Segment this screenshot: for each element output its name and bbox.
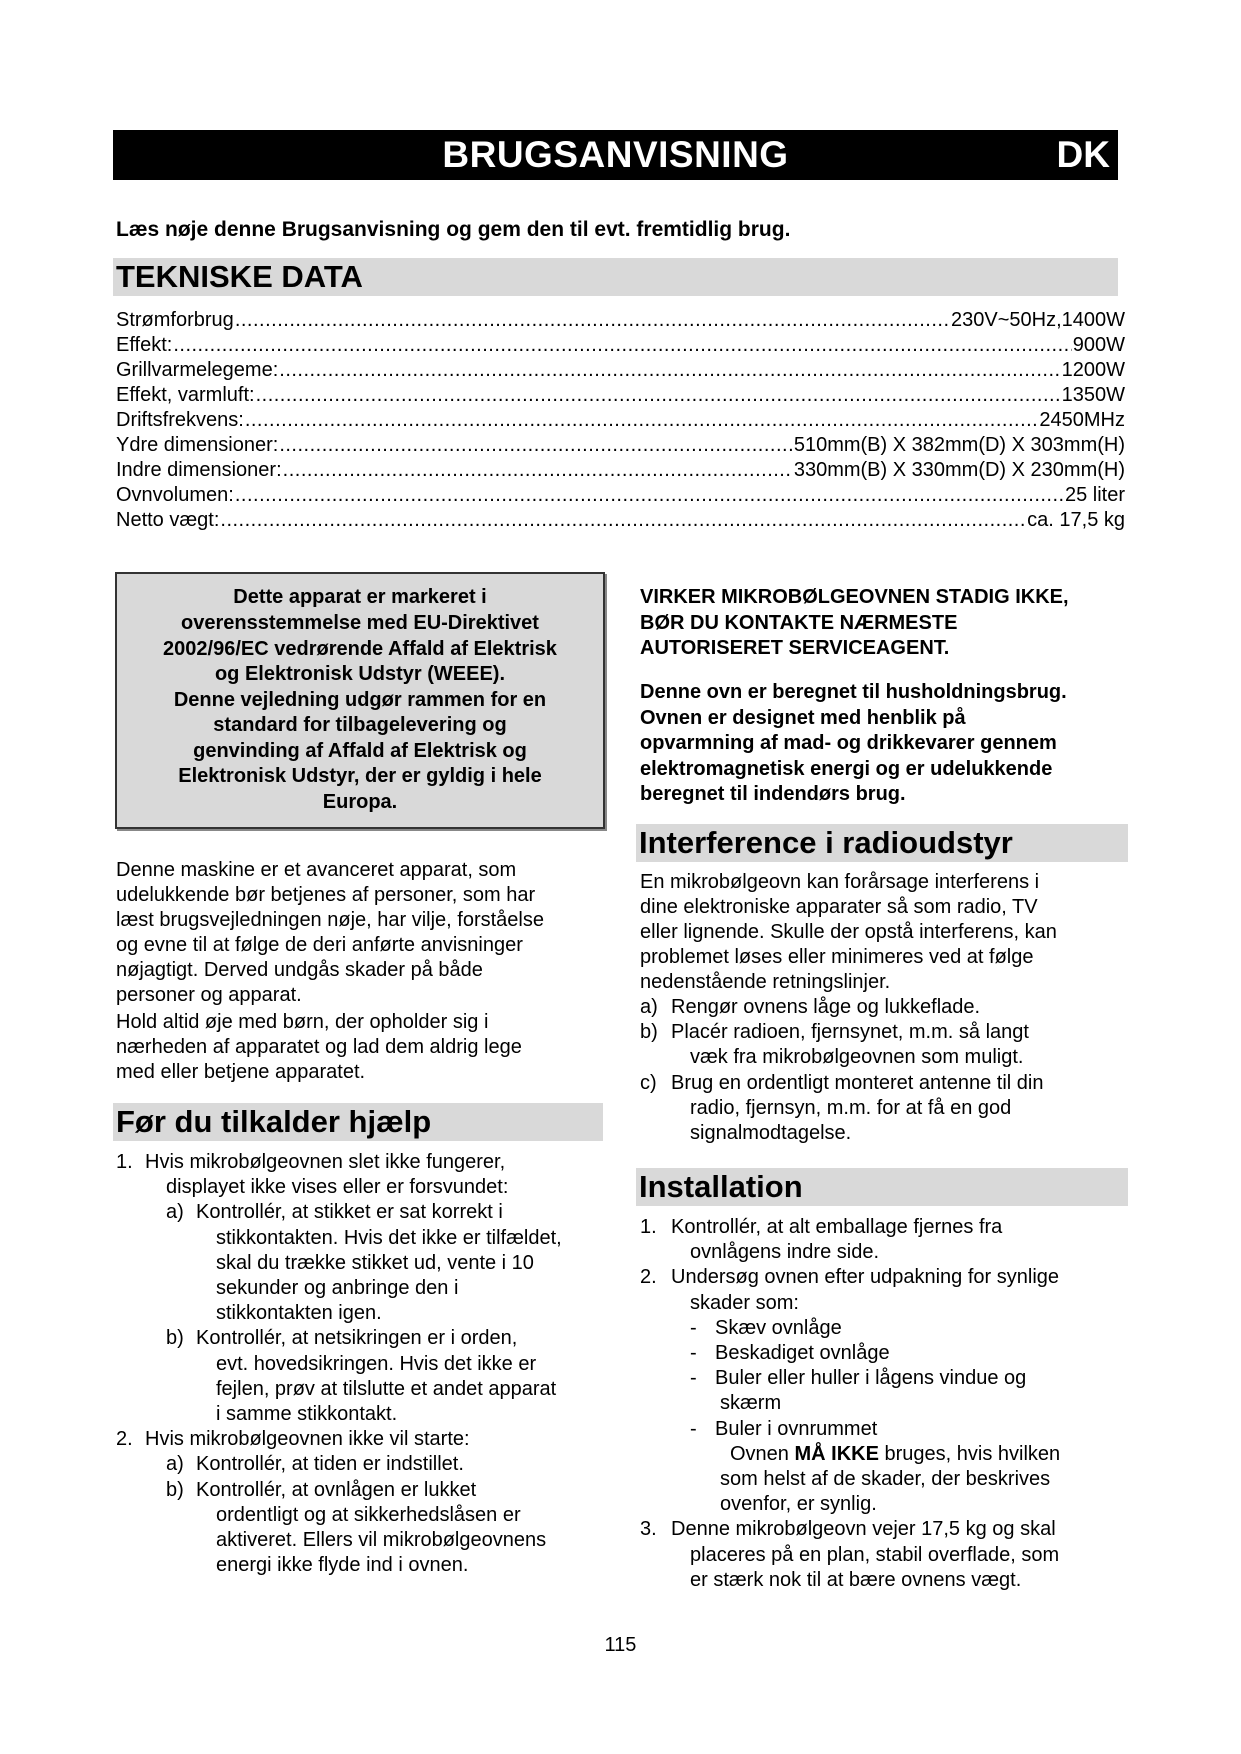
tech-heading: TEKNISKE DATA	[113, 258, 1118, 296]
list-line: stikkontakten igen.	[216, 1302, 382, 1325]
text-line: nærheden af apparatet og lad dem aldrig lege	[116, 1036, 522, 1058]
text-line: Denne ovn er beregnet til husholdningsbrug.	[640, 681, 1067, 703]
service-agent-warning	[640, 585, 1130, 662]
text-line: læst brugsvejledningen nøje, har vilje, forståelse	[116, 909, 544, 931]
text-line: En mikrobølgeovn kan forårsage interferens i	[640, 871, 1040, 893]
list-line: Rengør ovnens låge og lukkeflade.	[671, 996, 981, 1018]
list-line: stikkontakten. Hvis det ikke er tilfældet,	[216, 1226, 562, 1249]
list-marker: b)	[640, 1021, 658, 1044]
text-line: Hold altid øje med børn, der opholder sig i	[116, 1011, 489, 1033]
spec-label: Driftsfrekvens:	[116, 409, 244, 431]
list-marker: 2.	[116, 1428, 133, 1451]
list-line: skader som:	[690, 1291, 799, 1314]
weee-notice-text	[151, 585, 569, 815]
children-paragraph	[116, 1010, 616, 1085]
household-use-text	[640, 680, 1130, 808]
spec-value: 1350W	[1061, 384, 1125, 406]
text-line: nedenstående retningslinjer.	[640, 971, 891, 993]
interference-item-a	[640, 995, 1130, 1020]
weee-line: genvinding af Affald af Elektrisk og	[193, 739, 527, 762]
warning-line: VIRKER MIKROBØLGEOVNEN STADIG IKKE,	[640, 586, 1069, 608]
spec-value: 510mm(B) X 382mm(D) X 303mm(H)	[793, 434, 1125, 456]
install-damage-item	[640, 1341, 1130, 1366]
list-line: væk fra mikrobølgeovnen som muligt.	[690, 1046, 1024, 1069]
spec-value: 1200W	[1061, 359, 1125, 381]
spec-value: 230V~50Hz,1400W	[950, 309, 1125, 331]
spec-label: Ydre dimensioner:	[116, 434, 279, 456]
interference-heading: Interference i radioudstyr	[636, 824, 1128, 862]
text-line: problemet løses eller minimeres ved at følge	[640, 946, 1034, 968]
spec-value: 330mm(B) X 330mm(D) X 230mm(H)	[793, 459, 1125, 481]
spec-row	[116, 383, 1125, 408]
installation-heading: Installation	[636, 1168, 1128, 1206]
list-marker: c)	[640, 1071, 657, 1094]
spec-row	[116, 483, 1125, 508]
list-marker: -	[690, 1316, 697, 1339]
spec-dots	[279, 358, 1060, 383]
list-marker: b)	[166, 1478, 184, 1501]
list-line: Skæv ovnlåge	[715, 1316, 842, 1339]
list-line: displayet ikke vises eller er forsvundet:	[166, 1176, 509, 1199]
help-heading: Før du tilkalder hjælp	[113, 1103, 603, 1141]
help-item-1	[116, 1150, 616, 1200]
help-item-1b	[116, 1326, 616, 1427]
spec-list	[116, 308, 1125, 533]
list-line: Placér radioen, fjernsynet, m.m. så langt	[671, 1021, 1029, 1044]
list-line: signalmodtagelse.	[690, 1122, 852, 1145]
list-line: Hvis mikrobølgeovnen ikke vil starte:	[145, 1428, 470, 1451]
install-damage-item	[640, 1316, 1130, 1341]
list-line: Buler eller huller i lågens vindue og	[715, 1367, 1027, 1390]
warning-line: AUTORISERET SERVICEAGENT.	[640, 637, 950, 659]
spec-row	[116, 358, 1125, 383]
list-line: Kontrollér, at ovnlågen er lukket	[196, 1478, 477, 1501]
list-marker: a)	[640, 996, 658, 1018]
install-damage-item	[640, 1366, 1130, 1416]
help-item-2a	[116, 1452, 616, 1477]
help-item-1a	[116, 1200, 616, 1326]
install-item-3	[640, 1517, 1130, 1593]
spec-row	[116, 433, 1125, 458]
note-line: ovenfor, er synlig.	[720, 1493, 877, 1516]
spec-row	[116, 308, 1125, 333]
note-line: som helst af de skader, der beskrives	[720, 1468, 1051, 1491]
spec-label: Netto vægt:	[116, 509, 220, 531]
list-line: fejlen, prøv at tilslutte et andet apparat	[216, 1377, 557, 1400]
text-line: dine elektroniske apparater så som radio, TV	[640, 896, 1038, 918]
header-bar	[113, 130, 1118, 180]
list-marker: 2.	[640, 1266, 657, 1289]
interference-section	[640, 870, 1130, 1146]
spec-row	[116, 458, 1125, 483]
text-line: nøjagtigt. Derved undgås skader på både	[116, 959, 483, 981]
weee-line: standard for tilbagelevering og	[213, 714, 507, 737]
list-marker: 1.	[116, 1151, 133, 1173]
weee-line: Europa.	[322, 791, 398, 814]
spec-value: 25 liter	[1064, 484, 1125, 506]
spec-value: 900W	[1072, 334, 1125, 356]
weee-line: Denne vejledning udgør rammen for en	[173, 688, 547, 711]
list-marker: -	[690, 1342, 697, 1365]
spec-label: Indre dimensioner:	[116, 459, 282, 481]
install-warning-note	[640, 1442, 1130, 1518]
list-line: er stærk nok til at bære ovnens vægt.	[690, 1568, 1022, 1591]
list-line: aktiveret. Ellers vil mikrobølgeovnens	[216, 1529, 547, 1552]
installation-section	[640, 1215, 1130, 1593]
list-line: energi ikke flyde ind i ovnen.	[216, 1554, 469, 1577]
list-line: skærm	[720, 1392, 782, 1415]
weee-notice-box	[115, 572, 605, 829]
list-line: Kontrollér, at tiden er indstillet.	[196, 1453, 464, 1476]
spec-dots	[235, 308, 950, 333]
list-marker: 1.	[640, 1216, 657, 1238]
weee-line: Elektronisk Udstyr, der er gyldig i hele	[178, 765, 542, 788]
help-item-2b	[116, 1478, 616, 1579]
list-line: radio, fjernsyn, m.m. for at få en god	[690, 1096, 1012, 1119]
page-title: BRUGSANVISNING	[442, 134, 789, 175]
list-line: Kontrollér, at netsikringen er i orden,	[196, 1327, 518, 1350]
spec-label: Effekt:	[116, 334, 173, 356]
list-marker: -	[690, 1417, 697, 1440]
text-line: Ovnen er designet med henblik på	[640, 706, 966, 729]
interference-intro	[640, 870, 1130, 995]
weee-line: Dette apparat er markeret i	[233, 586, 487, 609]
spec-dots	[235, 483, 1064, 508]
interference-item-c	[640, 1071, 1130, 1147]
list-line: Kontrollér, at stikket er sat korrekt i	[196, 1201, 503, 1224]
list-marker: a)	[166, 1453, 184, 1476]
list-line: Denne mikrobølgeovn vejer 17,5 kg og skal	[671, 1518, 1056, 1541]
spec-dots	[256, 383, 1061, 408]
list-marker: a)	[166, 1201, 184, 1224]
list-line: ovnlågens indre side.	[690, 1241, 880, 1264]
text-line: personer og apparat.	[116, 984, 302, 1006]
note-strong: MÅ IKKE	[794, 1442, 879, 1465]
spec-label: Effekt, varmluft:	[116, 384, 255, 406]
text-line: opvarmning af mad- og drikkevarer gennem	[640, 732, 1057, 754]
help-list	[116, 1150, 616, 1578]
weee-line: overensstemmelse med EU-Direktivet	[181, 611, 539, 634]
spec-row	[116, 333, 1125, 358]
list-marker: b)	[166, 1327, 184, 1350]
install-item-1	[640, 1215, 1130, 1265]
text-line: elektromagnetisk energi og er udelukkende	[640, 757, 1053, 780]
list-line: Hvis mikrobølgeovnen slet ikke fungerer,	[145, 1151, 506, 1173]
list-marker: -	[690, 1367, 697, 1390]
page-number: 115	[604, 1634, 637, 1656]
list-line: Brug en ordentligt monteret antenne til din	[671, 1071, 1044, 1094]
install-item-2	[640, 1265, 1130, 1315]
text-line: og evne til at følge de deri anførte anvisninger	[116, 934, 523, 956]
spec-label: Grillvarmelegeme:	[116, 359, 279, 381]
list-marker: 3.	[640, 1518, 657, 1541]
spec-row	[116, 408, 1125, 433]
list-line: ordentligt og at sikkerhedslåsen er	[216, 1503, 521, 1526]
list-line: Kontrollér, at alt emballage fjernes fra	[671, 1216, 1003, 1238]
list-line: evt. hovedsikringen. Hvis det ikke er	[216, 1352, 537, 1375]
help-item-2	[116, 1427, 616, 1452]
list-line: i samme stikkontakt.	[216, 1403, 398, 1426]
text-line: eller lignende. Skulle der opstå interferens, kan	[640, 921, 1057, 943]
list-line: Undersøg ovnen efter udpakning for synlige	[671, 1266, 1060, 1289]
text-line: Denne maskine er et avanceret apparat, som	[116, 859, 517, 881]
spec-dots	[220, 508, 1026, 533]
weee-line: 2002/96/EC vedrørende Affald af Elektrisk	[163, 637, 557, 660]
list-line: skal du trække stikket ud, vente i 10	[216, 1251, 534, 1274]
intro-text: Læs nøje denne Brugsanvisning og gem den til evt. fremtidlig brug.	[116, 218, 791, 241]
spec-label: Ovnvolumen:	[116, 484, 234, 506]
interference-item-b	[640, 1020, 1130, 1070]
text-line: med eller betjene apparatet.	[116, 1061, 366, 1083]
list-line: Buler i ovnrummet	[715, 1417, 878, 1440]
install-damage-item	[640, 1417, 1130, 1442]
list-line: sekunder og anbringe den i	[216, 1277, 459, 1300]
spec-label: Strømforbrug	[116, 309, 234, 331]
warning-line: BØR DU KONTAKTE NÆRMESTE	[640, 611, 958, 634]
spec-dots	[245, 408, 1039, 433]
spec-dots	[279, 433, 793, 458]
spec-dots	[283, 458, 793, 483]
spec-row	[116, 508, 1125, 533]
note-text: Ovnen	[730, 1442, 795, 1465]
warning-paragraph	[116, 858, 616, 1008]
text-line: udelukkende bør betjenes af personer, som har	[116, 884, 536, 906]
list-line: Beskadiget ovnlåge	[715, 1342, 890, 1365]
weee-line: og Elektronisk Udstyr (WEEE).	[214, 663, 506, 686]
spec-value: ca. 17,5 kg	[1027, 509, 1125, 531]
spec-value: 2450MHz	[1039, 409, 1125, 431]
list-line: placeres på en plan, stabil overflade, som	[690, 1543, 1060, 1566]
text-line: beregnet til indendørs brug.	[640, 783, 906, 805]
note-text: bruges, hvis hvilken	[878, 1442, 1061, 1465]
language-code: DK	[1056, 134, 1110, 175]
spec-dots	[173, 333, 1071, 358]
